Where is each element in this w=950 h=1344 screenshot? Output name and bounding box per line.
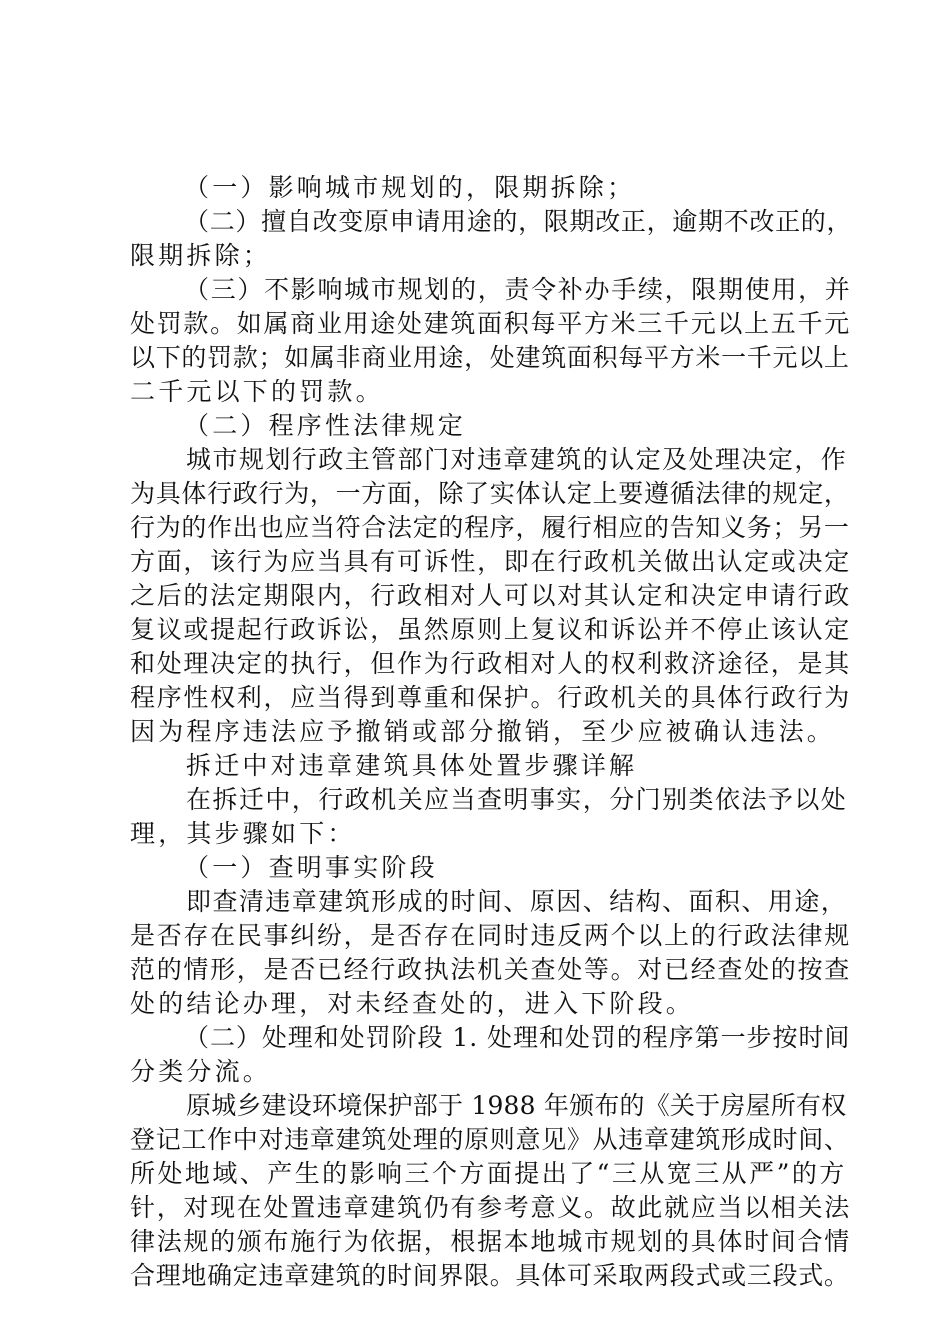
text-line: 拆迁中对违章建筑具体处置步骤详解	[186, 751, 638, 780]
text-line: 因为程序违法应予撤销或部分撤销，至少应被确认违法。	[130, 717, 836, 746]
text-line: 登记工作中对违章建筑处理的原则意见》从违章建筑形成时间、	[130, 1125, 850, 1154]
text-line: 处的结论办理，对未经查处的，进入下阶段。	[130, 989, 695, 1018]
text-line: 以下的罚款；如属非商业用途，处建筑面积每平方米一千元以上	[130, 343, 850, 372]
text-line: 复议或提起行政诉讼，虽然原则上复议和诉讼并不停止该认定	[130, 615, 851, 644]
text-line: （一）查明事实阶段	[184, 853, 438, 882]
text-line: 分类分流。	[130, 1057, 272, 1086]
text-line: 理，其步骤如下：	[130, 819, 356, 848]
text-line: 行为的作出也应当符合法定的程序，履行相应的告知义务；另一	[130, 513, 850, 542]
text-line: 之后的法定期限内，行政相对人可以对其认定和决定申请行政	[130, 581, 851, 610]
text-line: （二）擅自改变原申请用途的，限期改正，逾期不改正的，	[184, 207, 853, 236]
text-line: 是否存在民事纠纷，是否存在同时违反两个以上的行政法律规	[130, 921, 851, 950]
text-line: 城市规划行政主管部门对违章建筑的认定及处理决定，作	[186, 445, 848, 474]
text-line: 方面，该行为应当具有可诉性，即在行政机关做出认定或决定	[130, 547, 851, 576]
text-line: 程序性权利，应当得到尊重和保护。行政机关的具体行政行为	[130, 683, 851, 712]
text-line: 合理地确定违章建筑的时间界限。具体可采取两段式或三段式。	[130, 1261, 850, 1290]
text-line: （三）不影响城市规划的，责令补办手续，限期使用，并	[184, 275, 852, 304]
text-line: 所处地域、产生的影响三个方面提出了“三从宽三从严”的方	[130, 1159, 847, 1188]
text-line: 为具体行政行为，一方面，除了实体认定上要遵循法律的规定，	[130, 479, 850, 508]
text-line: 处罚款。如属商业用途处建筑面积每平方米三千元以上五千元	[130, 309, 851, 338]
text-line: 律法规的颁布施行为依据，根据本地城市规划的具体时间合情	[130, 1227, 851, 1256]
text-line: 在拆迁中，行政机关应当查明事实，分门别类依法予以处	[186, 785, 848, 814]
text-line: 二千元以下的罚款。	[130, 377, 384, 406]
text-line: 限期拆除；	[130, 241, 272, 270]
text-line: 针，对现在处置违章建筑仍有参考意义。故此就应当以相关法	[130, 1193, 851, 1222]
text-line: 范的情形，是否已经行政执法机关查处等。对已经查处的按查	[130, 955, 851, 984]
document-body	[130, 171, 853, 1293]
text-line: 即查清违章建筑形成的时间、原因、结构、面积、用途，	[186, 887, 848, 916]
text-line: 和处理决定的执行，但作为行政相对人的权利救济途径，是其	[130, 649, 851, 678]
text-line: （二）程序性法律规定	[184, 411, 467, 440]
text-line: 原城乡建设环境保护部于 1988 年颁布的《关于房屋所有权	[186, 1091, 847, 1120]
text-line: （一）影响城市规划的，限期拆除；	[184, 173, 636, 202]
text-line: （二）处理和处罚阶段 1. 处理和处罚的程序第一步按时间	[184, 1023, 851, 1052]
